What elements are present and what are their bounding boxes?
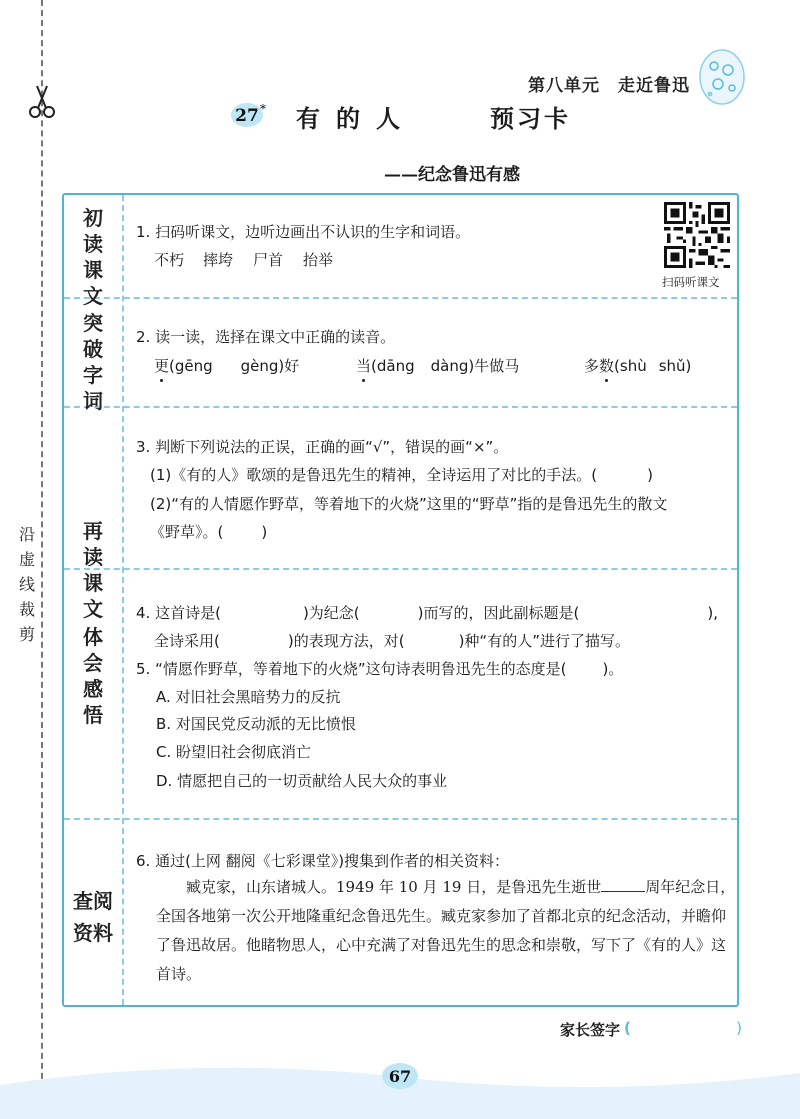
dotted-char: 更 xyxy=(154,357,170,375)
dotted-char: 数 xyxy=(599,357,615,375)
pronunciation-item: 多数(shù shǔ) xyxy=(584,357,692,375)
lesson-mark: * xyxy=(260,102,266,116)
question-2-text: 2. 读一读，选择在课文中正确的读音。 xyxy=(136,328,396,346)
lesson-number-badge xyxy=(230,100,270,130)
section-label-feel: 体会感悟 xyxy=(83,625,103,727)
section-label-vocab: 突破字词 xyxy=(83,311,103,413)
author-paragraph: 臧克家，山东诸城人。1949 年 10 月 19 日，是鲁迅先生逝世 周年纪念日，全国各地第一次公开地隆重纪念鲁迅先生。臧克家参加了首都北京的纪念活动，并瞻仰了鲁迅故居。他睹物思人，心中充满了对鲁迅先生的思念和崇敬，写下了《有的人》这首诗。 xyxy=(156,878,736,983)
choice-option-d[interactable]: D. 情愿把自己的一切贡献给人民大众的事业 xyxy=(156,772,448,790)
page-number-badge xyxy=(380,1061,420,1091)
question-3-statement-2: (2)“有的人情愿作野草，等着地下的火烧”这里的“野草”指的是鲁迅先生的散文 xyxy=(150,495,668,513)
page-number: 67 xyxy=(388,1067,412,1086)
unit-number: 第八单元 xyxy=(528,76,600,96)
question-1-text: 1. 扫码听课文，边听边画出不认识的生字和词语。 xyxy=(136,223,471,241)
row-divider xyxy=(64,297,737,299)
question-1-word: 不朽 xyxy=(154,251,185,269)
row-divider xyxy=(64,406,737,408)
pinyin-option[interactable]: gèng) xyxy=(240,357,285,375)
row-divider xyxy=(64,818,737,820)
cut-instruction: 沿虚线裁剪 xyxy=(18,525,35,644)
choice-option-c[interactable]: C. 盼望旧社会彻底消亡 xyxy=(156,743,312,761)
question-1-word: 尸首 xyxy=(253,251,284,269)
answer-blank[interactable] xyxy=(601,877,645,892)
question-3-statement-2-cont: 《野草》。( ) xyxy=(150,523,268,541)
question-1-word: 抬举 xyxy=(303,251,334,269)
choice-option-a[interactable]: A. 对旧社会黑暗势力的反抗 xyxy=(156,688,341,706)
section-label-research: 查阅资料 xyxy=(73,889,113,945)
signature-field[interactable]: ( ) xyxy=(624,1019,742,1037)
question-4-line-1: 4. 这首诗是( )为纪念( )而写的，因此副标题是( ), xyxy=(136,604,718,622)
subtitle: ——纪念鲁迅有感 xyxy=(384,165,520,185)
question-3-text: 3. 判断下列说法的正误，正确的画“√”，错误的画“×”。 xyxy=(136,438,509,456)
section-label-reread: 再读课文 xyxy=(83,519,103,621)
unit-title: 走近鲁迅 xyxy=(618,76,690,96)
pronunciation-item: 更(gēng gèng)好 xyxy=(154,357,300,375)
question-3-statement-1: (1)《有的人》歌颂的是鲁迅先生的精神，全诗运用了对比的手法。( ) xyxy=(150,466,653,484)
page-title: 有的人 xyxy=(296,104,416,133)
section-label-first-read: 初读课文 xyxy=(83,206,103,308)
label-column-divider xyxy=(122,195,124,1005)
question-4-line-2: 全诗采用( )的表现方法，对( )种“有的人”进行了描写。 xyxy=(154,632,630,650)
unit-heading xyxy=(528,71,690,96)
question-1-word: 摔垮 xyxy=(203,251,234,269)
scissors-icon xyxy=(27,84,57,120)
row-divider xyxy=(64,568,737,570)
cut-guide-line xyxy=(41,0,43,1119)
lesson-number: 27 xyxy=(235,106,259,126)
qr-caption: 扫码听课文 xyxy=(662,275,720,289)
card-type: 预习卡 xyxy=(490,105,571,133)
pinyin-option[interactable]: shǔ) xyxy=(658,357,692,375)
dotted-char: 当 xyxy=(356,357,372,375)
decorative-pattern-icon xyxy=(692,46,752,108)
question-6-text: 6. 通过(上网 翻阅《七彩课堂》)搜集到作者的相关资料： xyxy=(136,852,510,870)
pronunciation-item: 当(dāng dàng)牛做马 xyxy=(356,357,520,375)
choice-option-b[interactable]: B. 对国民党反动派的无比愤恨 xyxy=(156,715,356,733)
question-5-text: 5. “情愿作野草，等着地下的火烧”这句诗表明鲁迅先生的态度是( )。 xyxy=(136,660,624,678)
signature-label: 家长签字 xyxy=(560,1021,621,1039)
qr-code[interactable] xyxy=(664,202,730,268)
pinyin-option[interactable]: dàng) xyxy=(430,357,475,375)
